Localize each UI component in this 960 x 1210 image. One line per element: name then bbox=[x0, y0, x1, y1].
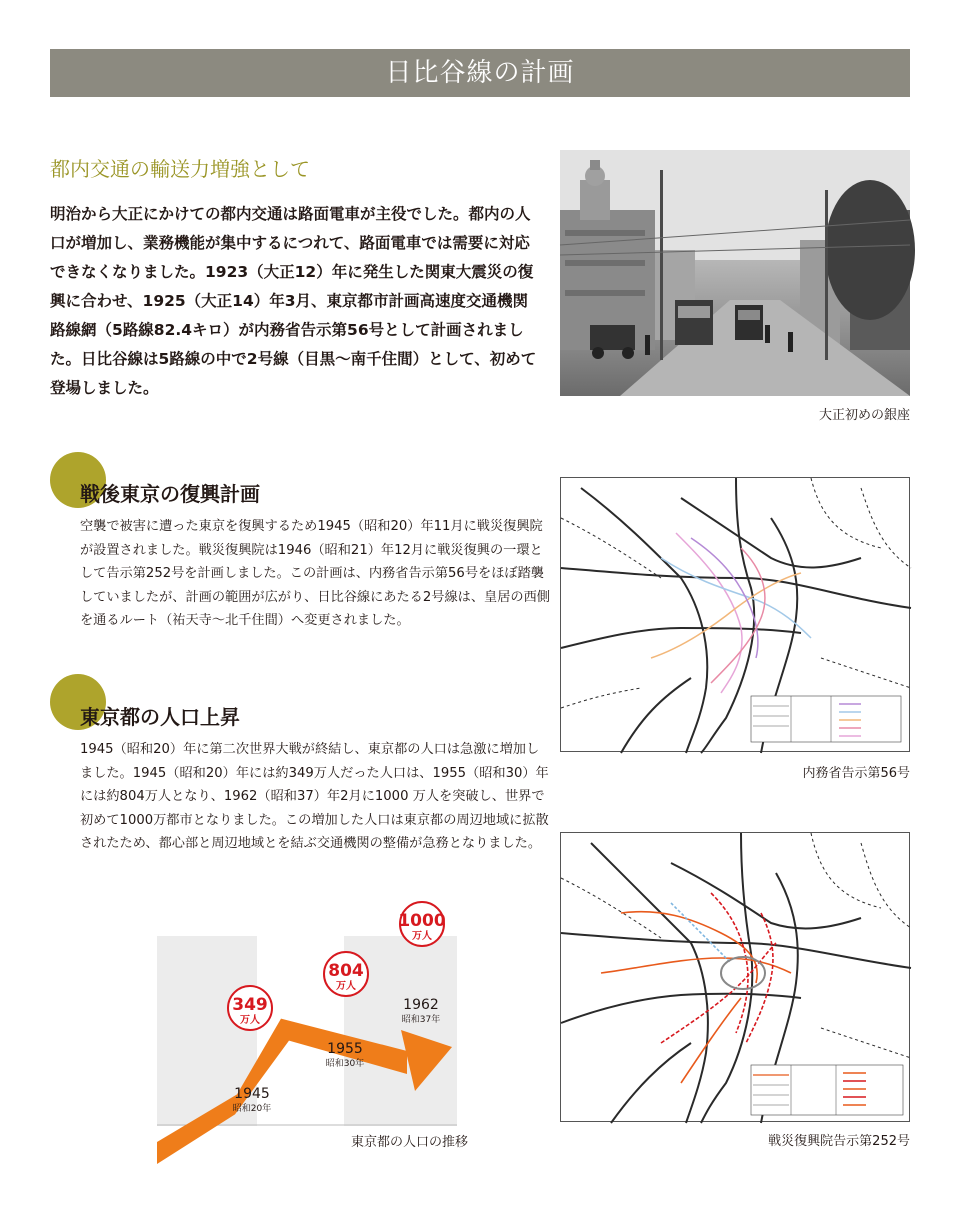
map252-caption: 戦災復興院告示第252号 bbox=[768, 1134, 910, 1149]
intro-heading: 都内交通の輸送力増強として bbox=[50, 157, 310, 181]
population-chart-svg bbox=[157, 911, 457, 1126]
year-label: 1962 bbox=[403, 997, 439, 1013]
year-label: 1955 bbox=[327, 1041, 363, 1057]
value-label: 349 bbox=[232, 995, 268, 1015]
map56-caption: 内務省告示第56号 bbox=[802, 766, 910, 781]
era-label: 昭和20年 bbox=[232, 1104, 272, 1114]
intro-body: 明治から大正にかけての都内交通は路面電車が主役でした。都内の人口が増加し、業務機能が集中するにつれて、路面電車では需要に対応できなくなりました。1923（大正12）年に発生した関東大震災の復興に合わせ、1925（大正14）年3月、東京都市計画高速度交通機関路線網（5路線82.4キロ）が内務省告示第56号として計画されました。日比谷線は5路線の中で2号線（目黒～南千住間）として、初めて登場しました。 bbox=[50, 205, 537, 397]
population-heading: 東京都の人口上昇 bbox=[80, 705, 240, 729]
value-label: 804 bbox=[328, 961, 364, 981]
photo-caption: 大正初めの銀座 bbox=[818, 408, 910, 423]
era-label: 昭和30年 bbox=[325, 1059, 365, 1069]
era-label: 昭和37年 bbox=[401, 1015, 441, 1025]
ginza-photo bbox=[560, 150, 910, 396]
map-naimusho-56 bbox=[560, 477, 910, 752]
unit-label: 万人 bbox=[336, 981, 356, 992]
postwar-heading: 戦後東京の復興計画 bbox=[80, 482, 260, 506]
year-label: 1945 bbox=[234, 1086, 270, 1102]
population-body: 1945（昭和20）年に第二次世界大戦が終結し、東京都の人口は急激に増加しました。1945（昭和20）年には約349万人だった人口は、1955（昭和30）年には約804万人となり、1962（昭和37）年2月に1000 万人を突破し、世界で初めて1000万都市となりました。この増加した人口は東京都の周辺地域に拡散されたため、都心部と周辺地域とを結ぶ交通機関の整備が急務となりました。 bbox=[80, 742, 549, 851]
postwar-body: 空襲で被害に遭った東京を復興するため1945（昭和20）年11月に戦災復興院が設置されました。戦災復興院は1946（昭和21）年12月に戦災復興の一環として告示第252号を計画しました。この計画は、内務省告示第56号をほぼ踏襲していましたが、計画の範囲が広がり、日比谷線にあたる2号線は、皇居の西側を通るルート（祐天寺～北千住間）へ変更されました。 bbox=[80, 519, 550, 628]
unit-label: 万人 bbox=[240, 1015, 260, 1026]
map-fukkoin-252 bbox=[560, 832, 910, 1122]
value-label: 1000 bbox=[398, 911, 446, 931]
population-chart bbox=[157, 911, 457, 1126]
chart-caption: 東京都の人口の推移 bbox=[350, 1135, 468, 1150]
unit-label: 万人 bbox=[412, 931, 432, 942]
page-title: 日比谷線の計画 bbox=[50, 49, 910, 97]
